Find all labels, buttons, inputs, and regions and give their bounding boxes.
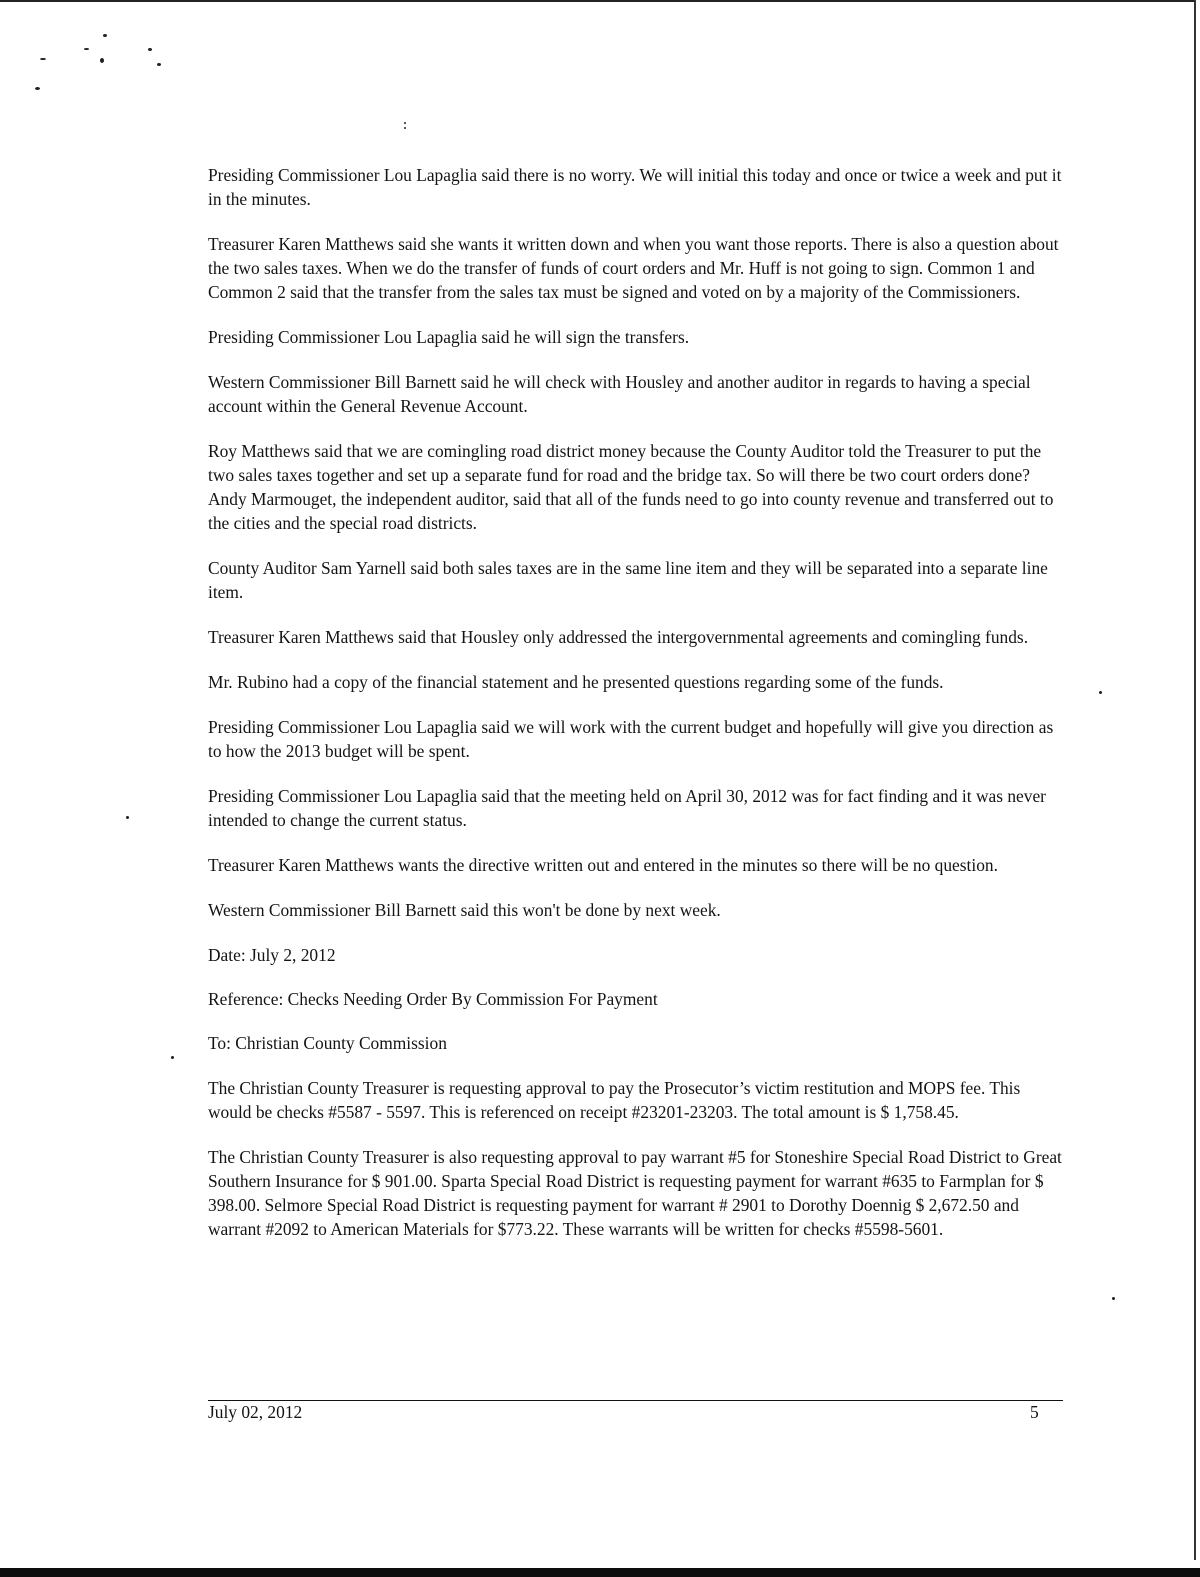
scan-speck	[100, 58, 104, 63]
paragraph-lapaglia-no-worry: Presiding Commissioner Lou Lapaglia said there is no worry. We will initial this today and once or twice a week and put it in the minutes.	[208, 165, 1062, 209]
paragraph-lapaglia-budget: Presiding Commissioner Lou Lapaglia said we will work with the current budget and hopefully will give you direction as to how the 2013 budget will be spent.	[208, 717, 1054, 761]
paragraph-barnett-next-week: Western Commissioner Bill Barnett said this won't be done by next week.	[208, 900, 721, 920]
scan-speck	[404, 122, 406, 124]
paragraph-matthews-directive: Treasurer Karen Matthews wants the directive written out and entered in the minutes so there will be no question.	[208, 855, 998, 875]
scan-speck	[157, 63, 161, 66]
paragraph-lapaglia-april-meeting: Presiding Commissioner Lou Lapaglia said that the meeting held on April 30, 2012 was for fact finding and it was never intended to change the current status.	[208, 786, 1046, 830]
scan-speck	[1099, 691, 1102, 694]
memo-reference: Reference: Checks Needing Order By Commission For Payment	[208, 989, 658, 1009]
memo-recipient: To: Christian County Commission	[208, 1033, 447, 1053]
paragraph-matthews-sales-taxes: Treasurer Karen Matthews said she wants it written down and when you want those reports. There is also a question about the two sales taxes. When we do the transfer of funds of court orders and Mr. Huff is not going to sign. Common 1 and Common 2 said that the transfer from the sales tax must be signed and voted on by a majority of the Commissioners.	[208, 234, 1059, 302]
page-number: 5	[1030, 1402, 1039, 1422]
minutes-body	[208, 163, 1063, 1262]
paragraph-lapaglia-sign-transfers: Presiding Commissioner Lou Lapaglia said he will sign the transfers.	[208, 327, 690, 347]
scan-bottom-edge	[0, 1568, 1200, 1577]
paragraph-rubino-financial-statement: Mr. Rubino had a copy of the financial statement and he presented questions regarding some of the funds.	[208, 672, 944, 692]
paragraph-treasurer-warrants: The Christian County Treasurer is also requesting approval to pay warrant #5 for Stoneshire Special Road District to Great Southern Insurance for $ 901.00. Sparta Special Road District is requesting payment for warrant #635 to Farmplan for $ 398.00. Selmore Special Road District is requesting payment for warrant # 2901 to Dorothy Doennig $ 2,672.50 and warrant #2092 to American Materials for $773.22. These warrants will be written for checks #5598-5601.	[208, 1147, 1062, 1239]
scan-speck	[103, 34, 107, 37]
scan-speck	[1112, 1297, 1115, 1300]
paragraph-barnett-special-account: Western Commissioner Bill Barnett said he will check with Housley and another auditor in regards to having a special account within the General Revenue Account.	[208, 372, 1031, 416]
paragraph-roy-matthews-comingling: Roy Matthews said that we are comingling road district money because the County Auditor told the Treasurer to put the two sales taxes together and set up a separate fund for road and the bridge tax. So will there be two court orders done? Andy Marmouget, the independent auditor, said that all of the funds need to go into county revenue and transferred out to the cities and the special road districts.	[208, 441, 1054, 533]
scan-speck	[404, 127, 406, 129]
paragraph-treasurer-restitution: The Christian County Treasurer is requesting approval to pay the Prosecutor’s victim restitution and MOPS fee. This would be checks #5587 - 5597. This is referenced on receipt #23201-23203. The total amount is $ 1,758.45.	[208, 1078, 1021, 1122]
scan-speck	[148, 48, 152, 51]
memo-date: Date: July 2, 2012	[208, 945, 336, 965]
footer-date: July 02, 2012	[208, 1402, 303, 1422]
scan-speck	[171, 1056, 174, 1059]
scan-speck	[84, 48, 89, 50]
scan-speck	[40, 58, 46, 60]
scan-speck	[35, 87, 40, 90]
footer-divider	[208, 1400, 1063, 1401]
paragraph-yarnell-line-item: County Auditor Sam Yarnell said both sales taxes are in the same line item and they will be separated into a separate line item.	[208, 558, 1048, 602]
paragraph-matthews-housley: Treasurer Karen Matthews said that Housley only addressed the intergovernmental agreements and comingling funds.	[208, 627, 1029, 647]
scan-top-edge	[0, 0, 1196, 5]
scan-speck	[126, 816, 129, 819]
scan-right-edge	[1194, 0, 1196, 1560]
